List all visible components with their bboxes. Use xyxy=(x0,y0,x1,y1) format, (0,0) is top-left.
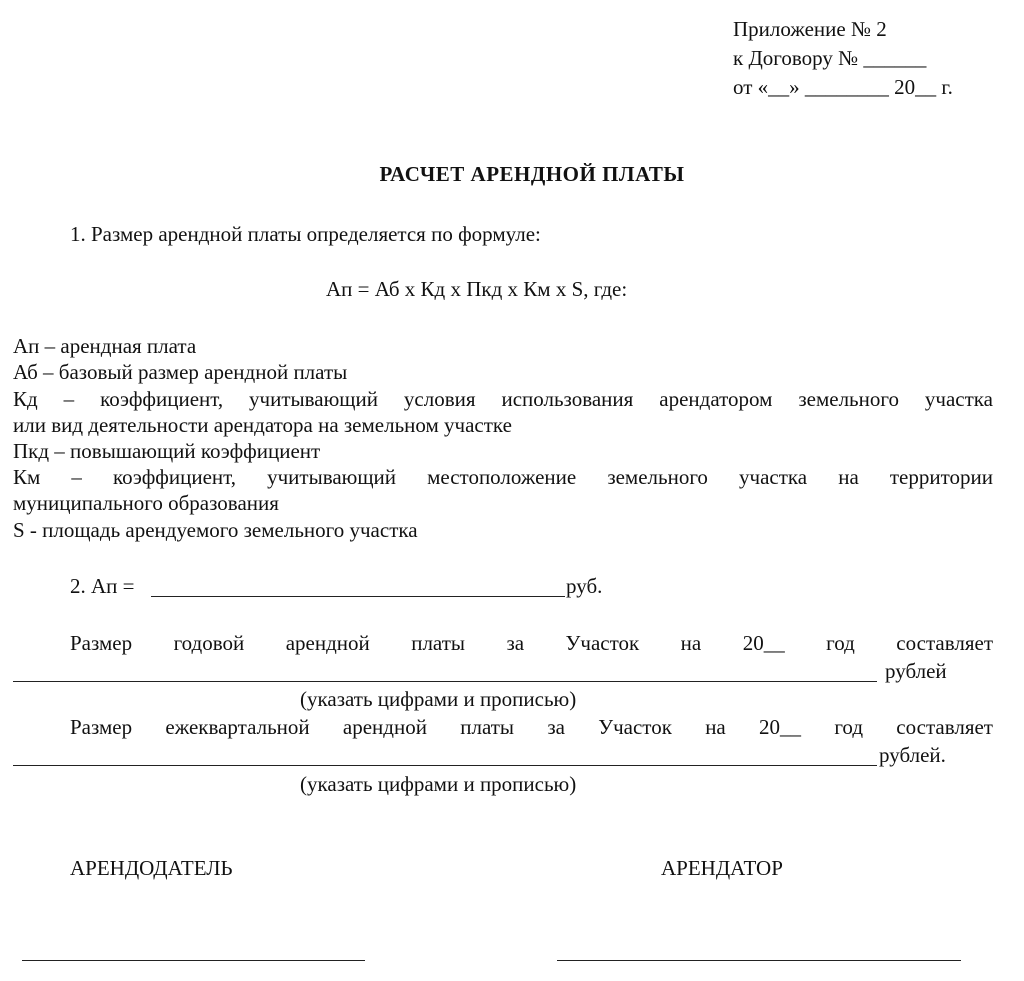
annual-rent-blank xyxy=(13,681,877,682)
quarterly-rent-note: (указать цифрами и прописью) xyxy=(300,772,577,796)
rent-amount-blank xyxy=(151,596,565,597)
definition-ap: Ап – арендная плата xyxy=(13,334,197,358)
definition-kd-line2: или вид деятельности арендатора на земельном участке xyxy=(13,413,512,437)
item-1-text: 1. Размер арендной платы определяется по формуле: xyxy=(70,222,541,246)
definition-s: S - площадь арендуемого земельного участка xyxy=(13,518,418,542)
quarterly-rent-blank xyxy=(13,765,877,766)
contract-number: к Договору № ______ xyxy=(733,46,927,70)
definition-kd-line1: Кд – коэффициент, учитывающий условия использования арендатором земельного участка xyxy=(13,387,993,411)
contract-date: от «__» ________ 20__ г. xyxy=(733,75,953,99)
tenant-label: АРЕНДАТОР xyxy=(661,856,783,880)
definition-km-line1: Км – коэффициент, учитывающий местоположение земельного участка на территории xyxy=(13,465,993,489)
page-title: РАСЧЕТ АРЕНДНОЙ ПЛАТЫ xyxy=(379,162,685,186)
quarterly-rent-suffix: рублей. xyxy=(879,743,946,767)
definition-km-line2: муниципального образования xyxy=(13,491,279,515)
annual-rent-text: Размер годовой арендной платы за Участок на 20__ год составляет xyxy=(70,631,993,655)
definition-ab: Аб – базовый размер арендной платы xyxy=(13,360,348,384)
annual-rent-note: (указать цифрами и прописью) xyxy=(300,687,577,711)
item-2-prefix: 2. Ап = xyxy=(70,574,135,598)
landlord-signature-line xyxy=(22,960,365,961)
quarterly-rent-text: Размер ежеквартальной арендной платы за Участок на 20__ год составляет xyxy=(70,715,993,739)
appendix-label: Приложение № 2 xyxy=(733,17,887,41)
item-2-suffix: руб. xyxy=(566,574,603,598)
annual-rent-suffix: рублей xyxy=(885,659,947,683)
landlord-label: АРЕНДОДАТЕЛЬ xyxy=(70,856,233,880)
tenant-signature-line xyxy=(557,960,961,961)
formula: Ап = Аб х Кд х Пкд х Км х S, где: xyxy=(326,277,628,301)
definition-pkd: Пкд – повышающий коэффициент xyxy=(13,439,321,463)
